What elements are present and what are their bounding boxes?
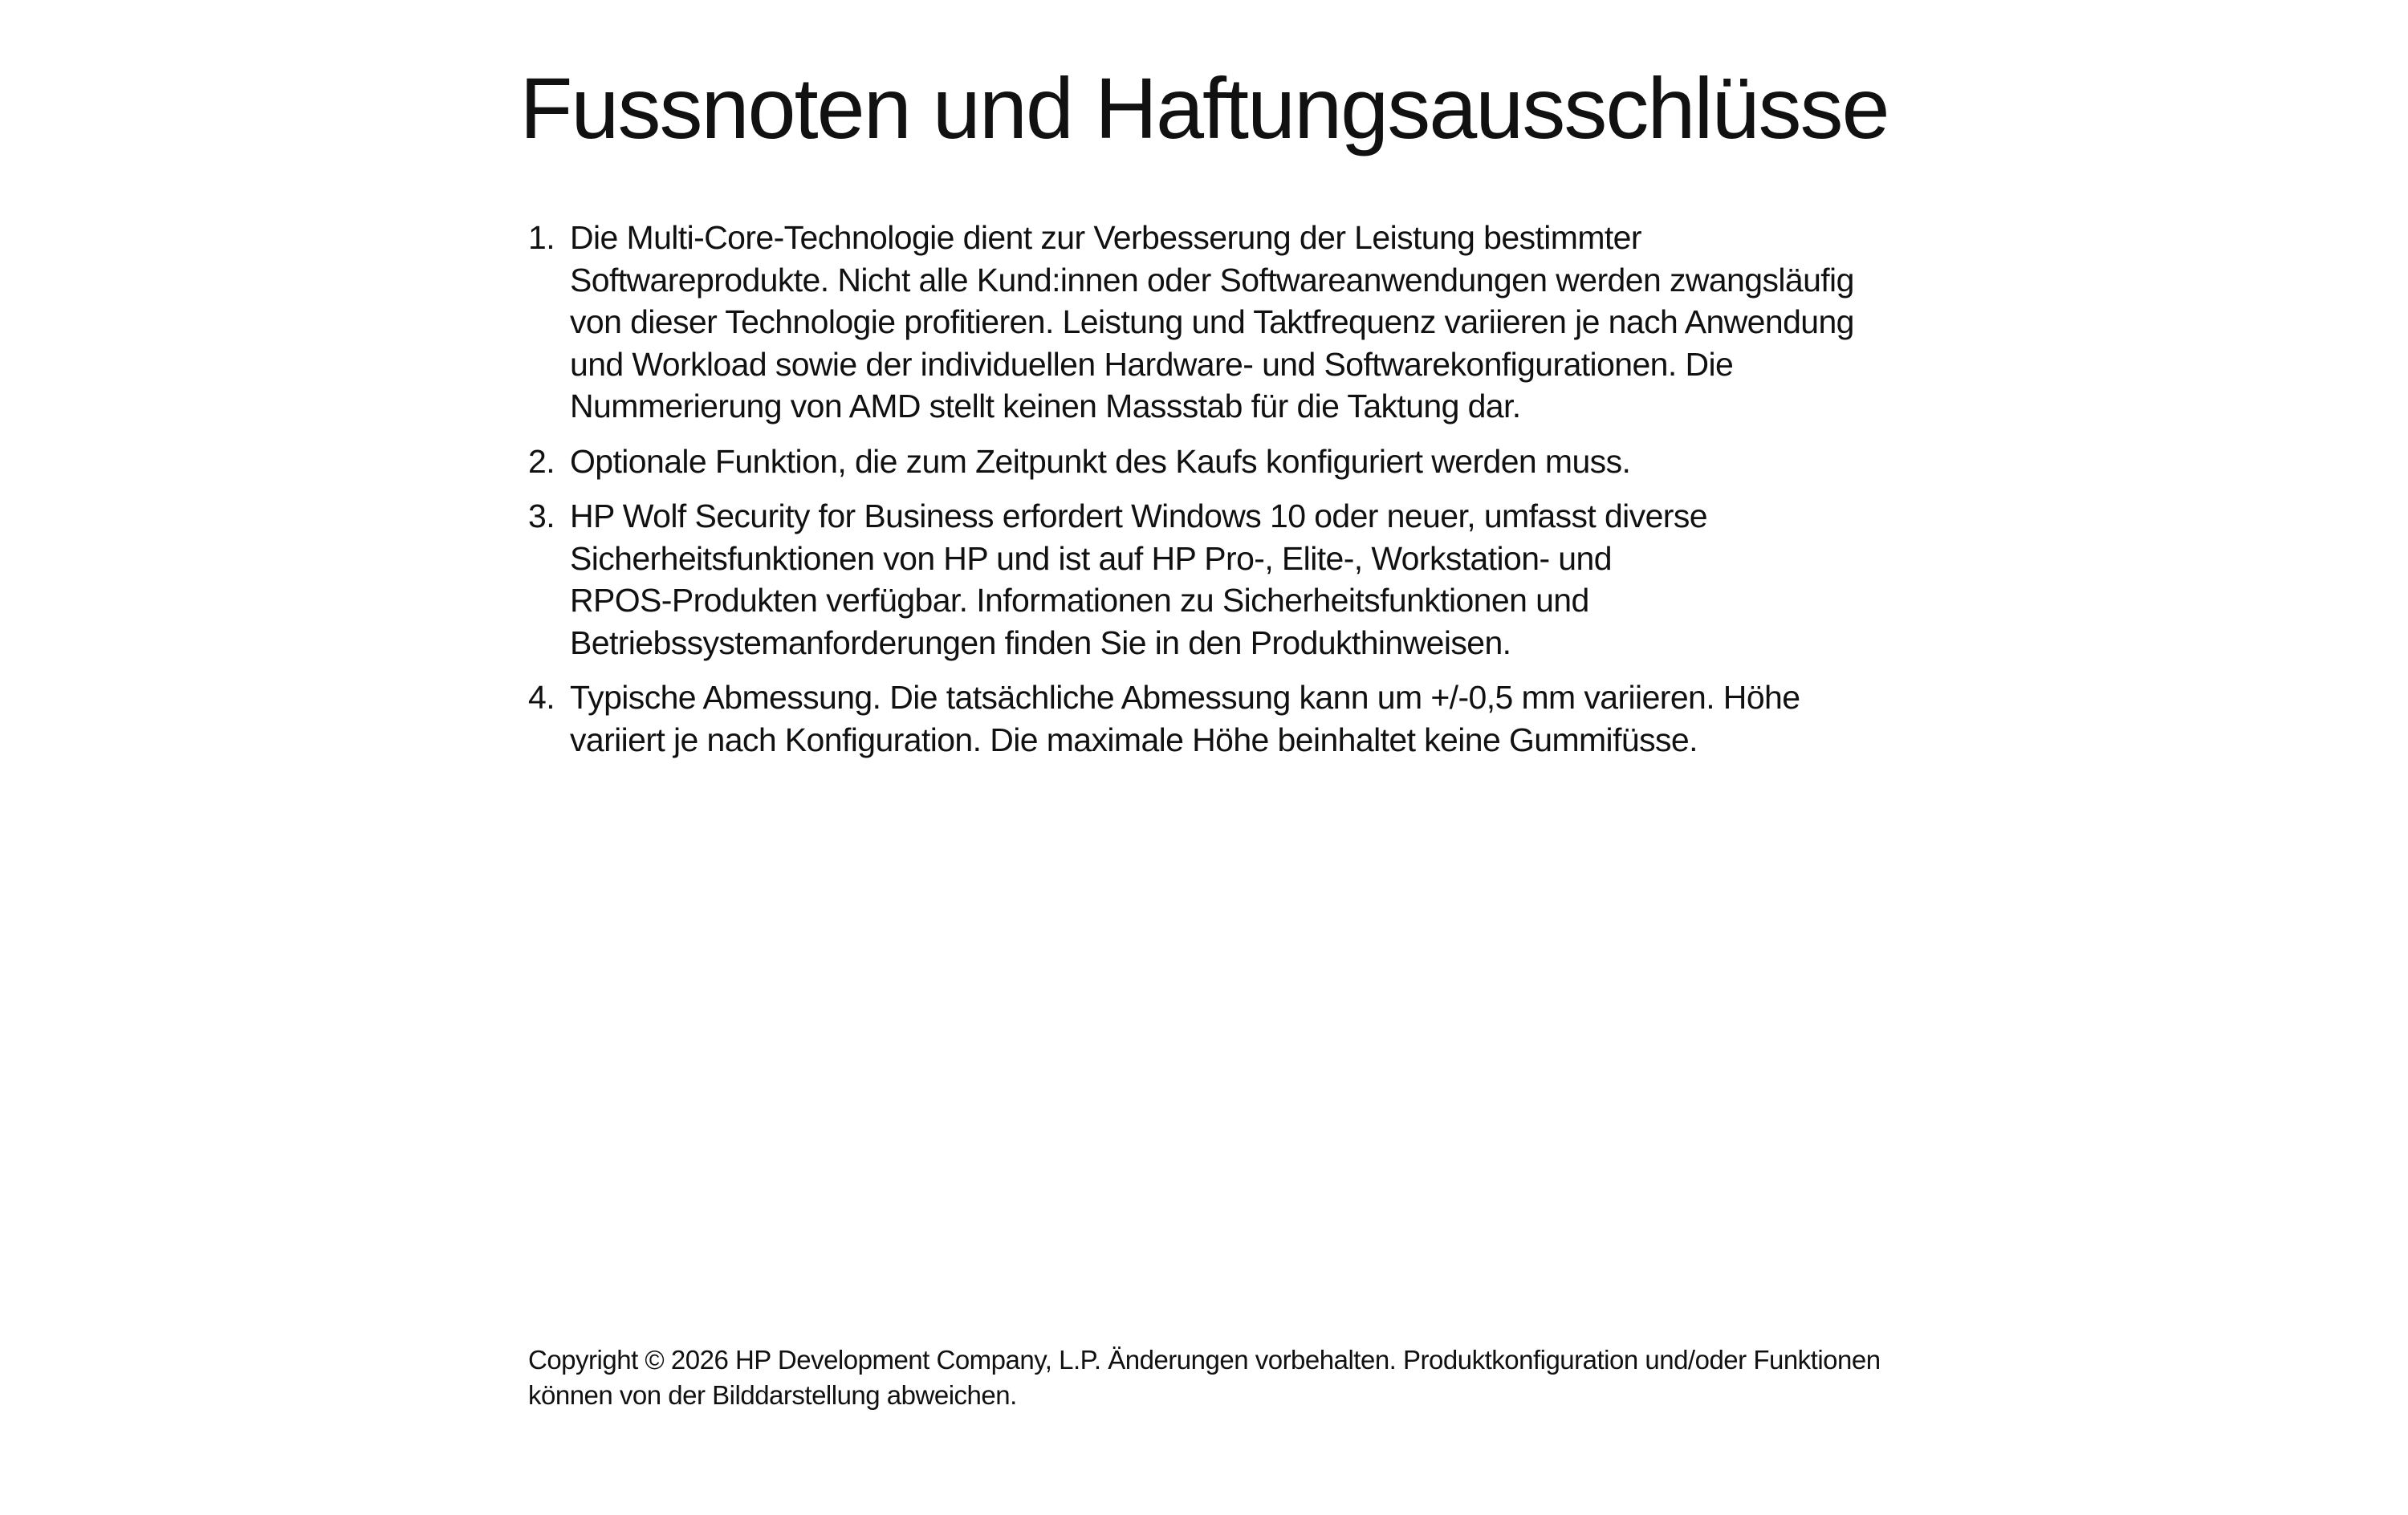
footnote-item-4 [528,676,1893,761]
footnote-number: 4. [528,679,555,716]
footnote-item-3 [528,495,1893,664]
footnote-text: Typische Abmessung. Die tatsächliche Abmessung kann um +/-0,5 mm variieren. Höhe variiert je nach Konfiguration. Die maximale Höhe beinhaltet keine Gummifüsse. [570,679,1800,758]
footnote-number: 1. [528,219,555,256]
footnote-item-1 [528,217,1893,428]
footnote-item-2 [528,441,1893,483]
page-title: Fussnoten und Haftungsausschlüsse [519,59,1889,156]
copyright-notice: Copyright © 2026 HP Development Company, L.P. Änderungen vorbehalten. Produktkonfiguration und/oder Funktionen können von der Bilddarstellung abweichen. [528,1345,1881,1410]
footnote-number: 3. [528,498,555,534]
footnotes-list [528,217,1893,774]
footnote-text: HP Wolf Security for Business erfordert Windows 10 oder neuer, umfasst diverse Sicherheitsfunktionen von HP und ist auf HP Pro-, Elite-, Workstation- und RPOS-Produkten verfügbar. Informationen zu Sicherheitsfunktionen und Betriebssystemanforderungen finden Sie in den Produkthinweisen. [570,498,1707,661]
footnote-text: Die Multi-Core-Technologie dient zur Verbesserung der Leistung bestimmter Softwareprodukte. Nicht alle Kund:innen oder Softwareanwendungen werden zwangsläufig von dieser Technologie profitieren. Leistung und Taktfrequenz variieren je nach Anwendung und Workload sowie der individuellen Hardware- und Softwarekonfigurationen. Die Nummerierung von AMD stellt keinen Massstab für die Taktung dar. [570,219,1854,424]
footnote-text: Optionale Funktion, die zum Zeitpunkt des Kaufs konfiguriert werden muss. [570,442,1631,480]
footnote-number: 2. [528,442,555,480]
